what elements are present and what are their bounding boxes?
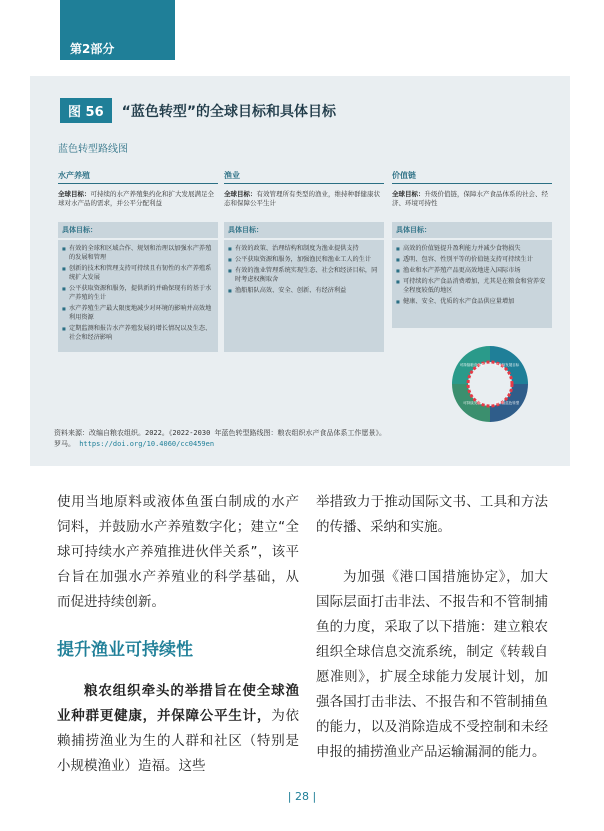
list-item: ■ 有效的政策、治理结构和制度为渔业提供支持 — [228, 244, 380, 253]
list-item: ■ 公平获取资源和服务，提供新的并确保现有的基于水产养殖的生计 — [62, 284, 214, 302]
list-item: ■ 有效的渔业管理系统实现生态、社会和经济目标，同时考虑权衡取舍 — [228, 266, 380, 284]
sdg-wheel-segments — [452, 346, 528, 422]
specific-goal-list — [58, 240, 218, 352]
specific-goal-header: 具体目标： — [392, 222, 552, 238]
list-item: ■ 可持续的水产食品消费增加，尤其是在粮食和营养安全程度较低的地区 — [396, 277, 548, 295]
figure-label: 图 56 — [60, 98, 112, 123]
column-fisheries — [224, 170, 384, 352]
specific-goal-list — [392, 240, 552, 328]
figure-heading — [60, 98, 336, 123]
left-column — [57, 490, 299, 779]
page-number: | 28 | — [287, 790, 317, 803]
column-title: 水产养殖 — [58, 170, 218, 184]
right-column — [316, 490, 548, 765]
column-value-chain — [392, 170, 552, 328]
specific-goal-header: 具体目标： — [224, 222, 384, 238]
paragraph: 使用当地原料或液体鱼蛋白制成的水产饲料，并鼓励水产养殖数字化；建立“全球可持续水产养殖推进伙伴关系”，该平台旨在加强水产养殖业的科学基础，从而促进持续创新。 — [57, 494, 299, 610]
column-title: 渔业 — [224, 170, 384, 184]
list-item: ■ 公平获取资源和服务，加强渔民和渔业工人的生计 — [228, 255, 380, 264]
paragraph: 粮农组织牵头的举措旨在使全球渔业种群更健康，并保障公平生计，为依赖捕捞渔业为生的人群和社区（特别是小规模渔业）造福。这些 — [57, 683, 299, 774]
column-title: 价值链 — [392, 170, 552, 184]
list-item: ■ 水产养殖生产最大限度地减少对环境的影响并高效地利用资源 — [62, 304, 214, 322]
list-item: ■ 高效的价值链提升盈利能力并减少食物损失 — [396, 244, 548, 253]
figure-panel — [30, 76, 570, 466]
sdg-wheel-icon — [450, 344, 530, 424]
section-label: 第2部分 — [70, 42, 115, 56]
section-heading: 提升渔业可持续性 — [57, 640, 193, 660]
list-item: ■ 有效的全球和区域合作、规划和治理以加强水产养殖的发展和管理 — [62, 244, 214, 262]
roadmap-title: 蓝色转型路线图 — [58, 144, 128, 155]
specific-goal-list — [224, 240, 384, 352]
specific-goal-header: 具体目标： — [58, 222, 218, 238]
donut-label: 可持续粮食体系 — [459, 363, 485, 367]
list-item: ■ 创新的技术和管理支持可持续且有韧性的水产养殖系统扩大发展 — [62, 264, 214, 282]
figure-title: “蓝色转型”的全球目标和具体目标 — [121, 103, 337, 120]
donut-label: 可持续蓝色转型 — [494, 401, 520, 405]
section-tab — [60, 0, 175, 60]
global-goal: 全球目标：可持续的水产养殖集约化和扩大发展满足全球对水产品的需求，并公平分配利益 — [58, 190, 214, 207]
column-aquaculture — [58, 170, 218, 352]
global-goal: 全球目标：有效管理所有类型的渔业，维持种群健康状态和保障公平生计 — [224, 190, 380, 207]
list-item: ■ 定期监测和报告水产养殖发展的增长情况以及生态、社会和经济影响 — [62, 324, 214, 342]
doi-link[interactable]: https://doi.org/10.4060/cc0459en — [79, 440, 215, 448]
paragraph: 为加强《港口国措施协定》，加大国际层面打击非法、不报告和不管制捕鱼的力度，采取了以下措施：建立粮农组织全球信息交流系统，制定《转载自愿准则》，扩展全球能力发展计划，加强各国打击非法、不报告和不管制捕鱼的能力，以及消除造成不受控制和未经申报的捕捞渔业产品运输漏洞的能力。 — [316, 569, 548, 760]
source-line: 资料来源：改编自粮农组织。2022。《2022-2030 年蓝色转型路线图：粮农组织水产食品体系工作愿景》。 — [54, 429, 386, 437]
source-line: 罗马。 https://doi.org/10.4060/cc0459en — [54, 440, 215, 448]
donut-label: 可持续发展 — [463, 401, 481, 405]
list-item: ■ 渔船船队高效、安全、创新、有经济利益 — [228, 286, 380, 295]
global-goal: 全球目标：升级价值链，保障水产食品体系的社会、经济、环境可持性 — [392, 190, 548, 207]
list-item: ■ 透明、包容、性别平等的价值链支持可持续生计 — [396, 255, 548, 264]
donut-label: 可持续发展目标 — [494, 363, 520, 367]
list-item: ■ 健康、安全、优质的水产食品供应量增加 — [396, 297, 548, 306]
paragraph: 举措致力于推动国际文书、工具和方法的传播、采纳和实施。 — [316, 494, 548, 535]
figure-source — [54, 428, 554, 450]
list-item: ■ 渔业和水产养殖产品更高效地进入国际市场 — [396, 266, 548, 275]
